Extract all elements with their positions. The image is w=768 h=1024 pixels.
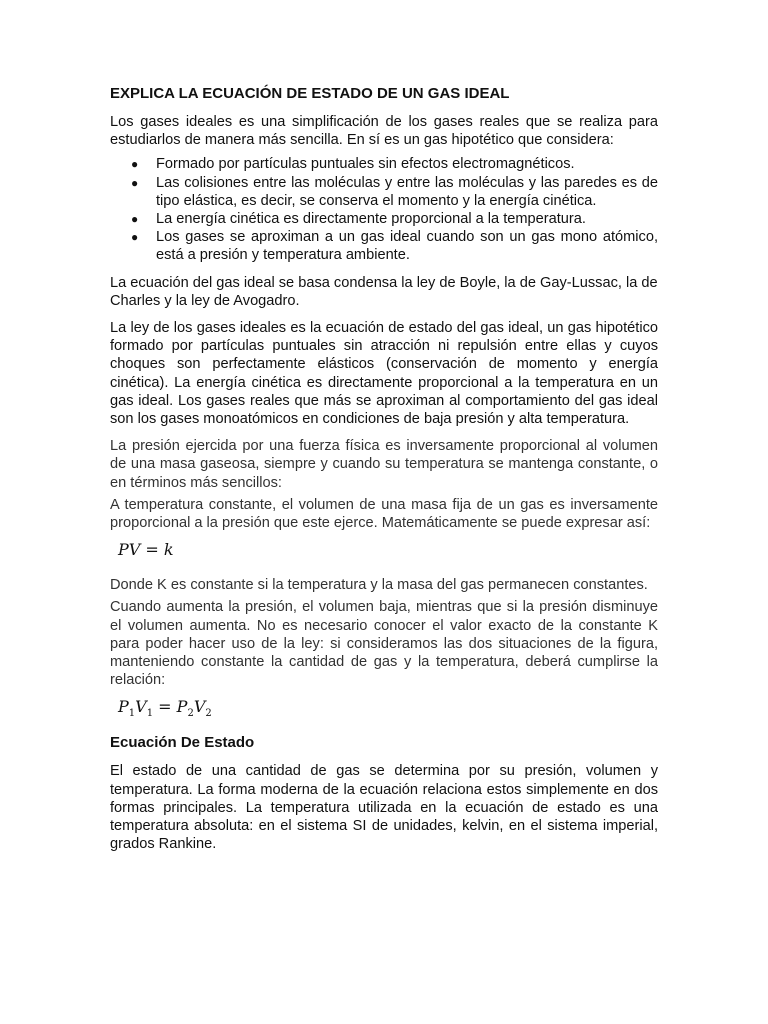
bullet-icon: ● bbox=[131, 157, 139, 172]
paragraph-constant-temperature: A temperatura constante, el volumen de una masa fija de un gas es inversamente proporcional a la presión que este ejerce. Matemáticamente se puede expresar así: bbox=[110, 496, 658, 532]
list-item: ● Formado por partículas puntuales sin efectos electromagnéticos. bbox=[131, 156, 575, 173]
list-item: ● Las colisiones entre las moléculas y entre las moléculas y las paredes es de tipo elástica, es decir, se conserva el momento y la energía cinética. bbox=[131, 174, 658, 209]
bullet-icon: ● bbox=[131, 175, 139, 190]
bullet-icon: ● bbox=[131, 212, 139, 227]
paragraph-state-equation: El estado de una cantidad de gas se determina por su presión, volumen y temperatura. La forma moderna de la ecuación relaciona estos simplemente en dos formas principales. La temperatura utilizada en la ecuación de estado es una temperatura absoluta: en el sistema SI de unidades, kelvin, en el sistema imperial, grados Rankine. bbox=[110, 763, 658, 853]
paragraph-ideal-gas-equation: La ecuación del gas ideal se basa condensa la ley de Boyle, la de Gay-Lussac, la de Charles y la ley de Avogadro. bbox=[110, 274, 658, 309]
list-item: ● La energía cinética es directamente proporcional a la temperatura. bbox=[131, 211, 586, 228]
equation-boyle: PV = k bbox=[118, 540, 174, 560]
section-heading: Ecuación De Estado bbox=[110, 734, 255, 752]
paragraph-constant-k: Donde K es constante si la temperatura y la masa del gas permanecen constantes. bbox=[110, 577, 648, 594]
document-title: EXPLICA LA ECUACIÓN DE ESTADO DE UN GAS IDEAL bbox=[110, 85, 510, 102]
equation-p1v1-p2v2: $P_1V_1 = P_2V_2$ bbox=[118, 697, 212, 720]
paragraph-pressure: La presión ejercida por una fuerza física es inversamente proporcional al volumen de una masa gaseosa, siempre y cuando su temperatura se mantenga constante, o en términos más sencillos: bbox=[110, 438, 658, 491]
intro-paragraph: Los gases ideales es una simplificación de los gases reales que se realiza para estudiarlos de manera más sencilla. En sí es un gas hipotético que considera: bbox=[110, 114, 658, 149]
paragraph-ideal-gas-law: La ley de los gases ideales es la ecuación de estado del gas ideal, un gas hipotético formado por partículas puntuales sin atracción ni repulsión entre ellas y cuyos choques son perfectamente elásticos (conservación de momento y energía cinética). La energía cinética es directamente proporcional a la temperatura en un gas ideal. Los gases reales que más se aproximan al comportamiento del gas ideal son los gases monoatómicos en condiciones de baja presión y alta temperatura. bbox=[110, 320, 658, 428]
paragraph-pressure-volume: Cuando aumenta la presión, el volumen baja, mientras que si la presión disminuye el volumen aumenta. No es necesario conocer el valor exacto de la constante K para poder hacer uso de la ley: si consideramos las dos situaciones de la figura, manteniendo constante la cantidad de gas y la temperatura, deberá cumplirse la relación: bbox=[110, 599, 658, 689]
considerations-list bbox=[110, 155, 658, 264]
bullet-icon: ● bbox=[131, 230, 139, 245]
list-item: ● Los gases se aproximan a un gas ideal cuando son un gas mono atómico, está a presión y temperatura ambiente. bbox=[131, 229, 658, 264]
